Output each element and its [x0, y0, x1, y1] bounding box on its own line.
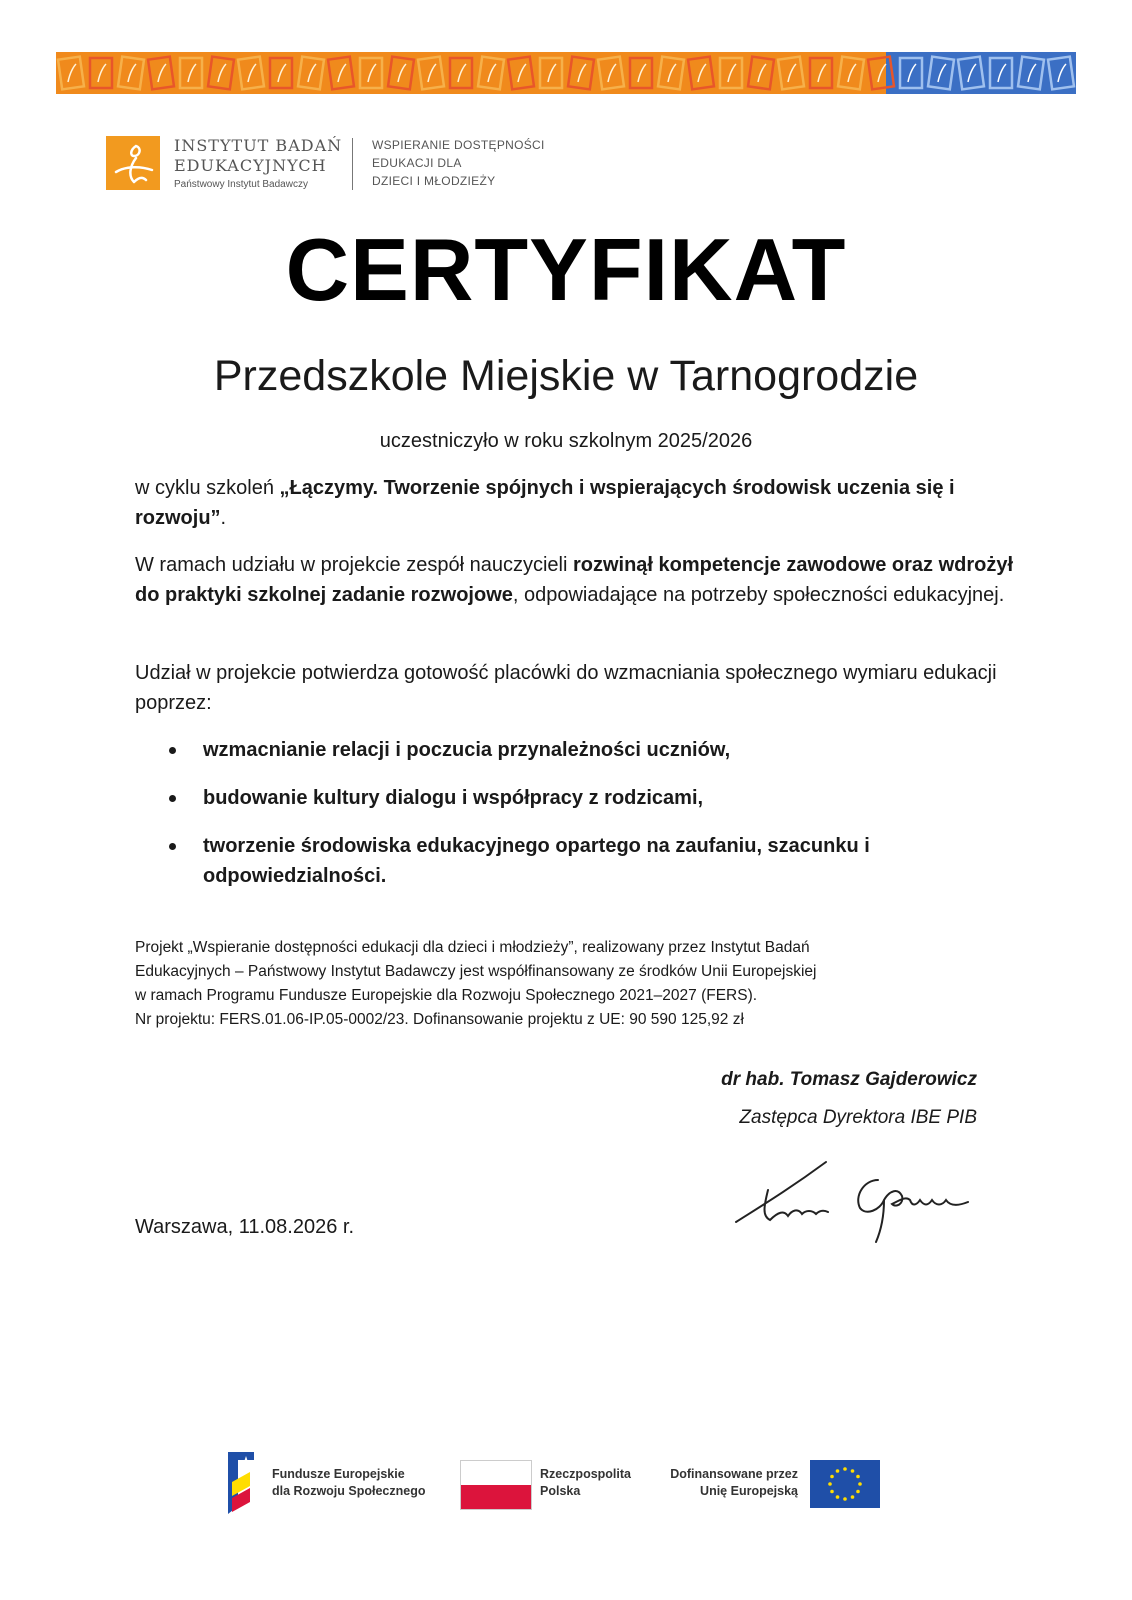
competence-paragraph [135, 550, 1015, 610]
eu-flag-icon [810, 1460, 880, 1508]
competence-highlight: rozwinął kompetencje zawodowe oraz wdrożył do praktyki szkolnej zadanie rozwojowe [135, 554, 1014, 606]
signer-role: Zastępca Dyrektora IBE PIB [739, 1107, 977, 1128]
participation-text: uczestniczyło w roku szkolnym 2025/2026 [379, 430, 753, 452]
rp-line1: Rzeczpospolita [540, 1467, 631, 1481]
ibe-logo-line1: INSTYTUT BADAŃ [174, 136, 343, 155]
place-and-date: Warszawa, 11.08.2026 r. [135, 1216, 355, 1238]
eu-cofunding-text [662, 1466, 798, 1500]
eu-star-icon [836, 1495, 840, 1499]
training-cycle-paragraph [135, 473, 1015, 533]
handwritten-signature [728, 1150, 984, 1246]
funding-line4: Nr projektu: FERS.01.06-IP.05-0002/23. Dofinansowanie projektu z UE: 90 590 125,92 zł [135, 1011, 744, 1028]
bullet-icon [169, 795, 176, 802]
eu-star-icon [856, 1490, 860, 1494]
funding-line2: Edukacyjnych – Państwowy Instytut Badawczy jest współfinansowany ze środków Unii Europejskiej [135, 963, 817, 980]
list-item [135, 735, 995, 765]
eu-star-icon [828, 1482, 832, 1486]
readiness-paragraph: Udział w projekcie potwierdza gotowość placówki do wzmacniania społecznego wymiaru edukacji poprzez: [135, 662, 997, 714]
signer-block [721, 1066, 977, 1132]
outcomes-list [135, 735, 995, 909]
eu-star-icon [851, 1495, 855, 1499]
funding-note [135, 936, 995, 1032]
certificate-title: CERTYFIKAT [285, 220, 847, 319]
eu-star-icon [830, 1490, 834, 1494]
logo-divider [352, 138, 353, 190]
fe-line2: dla Rozwoju Społecznego [272, 1484, 426, 1498]
training-cycle-end: . [220, 507, 227, 529]
ibe-logo-mark-icon [106, 136, 160, 190]
competence-intro: W ramach udziału w projekcie zespół nauczycieli [135, 554, 573, 576]
ue-line1: Dofinansowane przez [670, 1467, 798, 1481]
bullet-icon [169, 747, 176, 754]
funding-line3: w ramach Programu Fundusze Europejskie dla Rozwoju Społecznego 2021–2027 (FERS). [135, 987, 758, 1004]
eu-star-icon [851, 1469, 855, 1473]
training-cycle-intro: w cyklu szkoleń [135, 477, 280, 499]
bullet-icon [169, 843, 176, 850]
project-logo-text [372, 136, 545, 190]
eu-star-icon [856, 1475, 860, 1479]
ue-line2: Unię Europejską [700, 1484, 798, 1498]
project-logo-line3: DZIECI I MŁODZIEŻY [372, 174, 496, 188]
european-funds-logo-text [272, 1466, 425, 1500]
list-item [135, 831, 995, 891]
list-item-text: wzmacnianie relacji i poczucia przynależności uczniów, [203, 739, 731, 761]
project-logo-line2: EDUKACJI DLA [372, 156, 462, 170]
competence-end: , odpowiadające na potrzeby społeczności edukacyjnej. [512, 584, 1005, 606]
list-item [135, 783, 995, 813]
eu-star-icon [858, 1482, 862, 1486]
signer-name: dr hab. Tomasz Gajderowicz [721, 1069, 977, 1090]
rp-line2: Polska [540, 1484, 581, 1498]
ibe-logo-line3: Państwowy Instytut Badawczy [174, 179, 308, 190]
poland-logo-text [540, 1466, 631, 1500]
funding-logos-bar [228, 1452, 888, 1518]
eu-star-icon [830, 1475, 834, 1479]
list-item-text: tworzenie środowiska edukacyjnego opartego na zaufaniu, szacunku i odpowiedzialności. [203, 835, 870, 887]
institution-name: Przedszkole Miejskie w Tarnogrodzie [213, 352, 919, 400]
european-funds-logo-icon [228, 1452, 264, 1514]
eu-star-icon [843, 1497, 847, 1501]
ibe-logo-line2: EDUKACYJNYCH [174, 156, 327, 175]
decorative-banner [56, 52, 1076, 94]
training-cycle-name: „Łączymy. Tworzenie spójnych i wspierających środowisk uczenia się i rozwoju” [135, 477, 955, 529]
ibe-logo-text [174, 136, 344, 192]
eu-star-icon [836, 1469, 840, 1473]
fe-line1: Fundusze Europejskie [272, 1467, 405, 1481]
eu-star-icon [843, 1467, 847, 1471]
list-item-text: budowanie kultury dialogu i współpracy z rodzicami, [203, 787, 704, 809]
project-logo-line1: WSPIERANIE DOSTĘPNOŚCI [372, 138, 545, 152]
funding-line1: Projekt „Wspieranie dostępności edukacji dla dzieci i młodzieży”, realizowany przez Instytut Badań [135, 939, 810, 956]
poland-flag-icon [460, 1460, 532, 1510]
